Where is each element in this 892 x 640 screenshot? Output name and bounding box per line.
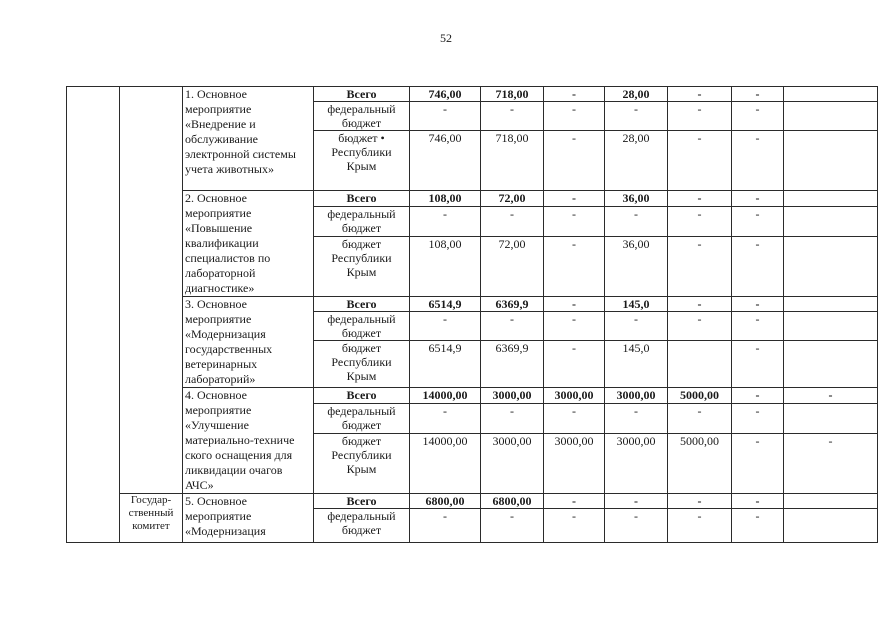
value-cell: - (732, 509, 784, 543)
funding-source-republic: бюджет Республики Крым (314, 434, 410, 494)
value-cell: - (668, 236, 732, 296)
value-cell: - (544, 341, 605, 388)
value-cell: 3000,00 (481, 434, 544, 494)
value-cell: - (481, 312, 544, 341)
value-cell: 72,00 (481, 191, 544, 207)
value-cell: - (544, 236, 605, 296)
value-cell: 108,00 (410, 236, 481, 296)
value-cell: 718,00 (481, 87, 544, 102)
value-cell: - (544, 102, 605, 131)
responsible-body: Государ-ственный комитет (120, 494, 183, 543)
value-cell: - (668, 102, 732, 131)
value-cell: - (784, 388, 878, 404)
table-row (67, 191, 878, 207)
value-cell: - (605, 403, 668, 433)
value-cell: - (544, 403, 605, 433)
value-cell: - (544, 297, 605, 312)
value-cell: - (732, 191, 784, 207)
funding-source-total: Всего (314, 388, 410, 404)
value-cell: - (481, 102, 544, 131)
value-cell: - (605, 312, 668, 341)
value-cell: - (544, 494, 605, 509)
funding-source-republic: бюджет Республики Крым (314, 236, 410, 296)
budget-table (66, 86, 878, 543)
value-cell: - (732, 102, 784, 131)
value-cell: - (668, 206, 732, 236)
value-cell: 5000,00 (668, 434, 732, 494)
value-cell (784, 102, 878, 131)
value-cell: - (732, 87, 784, 102)
value-cell: - (732, 131, 784, 191)
funding-source-republic: бюджет Республики Крым (314, 341, 410, 388)
value-cell: - (732, 388, 784, 404)
value-cell: 3000,00 (605, 388, 668, 404)
value-cell: 3000,00 (544, 388, 605, 404)
value-cell: - (668, 403, 732, 433)
value-cell: - (605, 494, 668, 509)
value-cell: - (668, 494, 732, 509)
value-cell: 5000,00 (668, 388, 732, 404)
value-cell: - (668, 131, 732, 191)
value-cell (784, 403, 878, 433)
funding-source-federal: федеральный бюджет (314, 206, 410, 236)
value-cell: 14000,00 (410, 434, 481, 494)
value-cell: - (544, 87, 605, 102)
value-cell (784, 494, 878, 509)
value-cell: - (732, 403, 784, 433)
activity-name: 2. Основное мероприятие «Повышение квалификации специалистов по лабораторной диагностике» (183, 191, 314, 297)
value-cell: - (481, 403, 544, 433)
value-cell: - (410, 312, 481, 341)
value-cell: 145,0 (605, 341, 668, 388)
value-cell: 6369,9 (481, 341, 544, 388)
activity-name: 4. Основное мероприятие «Улучшение материально-техниче ского оснащения для ликвидации очагов АЧС» (183, 388, 314, 494)
value-cell: 6369,9 (481, 297, 544, 312)
value-cell: - (668, 509, 732, 543)
value-cell: - (732, 236, 784, 296)
value-cell (784, 236, 878, 296)
value-cell: - (668, 87, 732, 102)
value-cell: - (410, 102, 481, 131)
value-cell: 6514,9 (410, 297, 481, 312)
value-cell: - (732, 312, 784, 341)
responsible-cell-empty (120, 87, 183, 494)
funding-source-federal: федеральный бюджет (314, 312, 410, 341)
value-cell (784, 297, 878, 312)
value-cell: - (544, 206, 605, 236)
table-row (67, 297, 878, 312)
value-cell: - (605, 102, 668, 131)
value-cell: 108,00 (410, 191, 481, 207)
activity-name: 5. Основное мероприятие «Модернизация (183, 494, 314, 543)
funding-source-total: Всего (314, 494, 410, 509)
value-cell: - (410, 403, 481, 433)
value-cell: - (732, 297, 784, 312)
value-cell: - (732, 494, 784, 509)
value-cell: - (605, 206, 668, 236)
funding-source-federal: федеральный бюджет (314, 509, 410, 543)
value-cell: - (668, 297, 732, 312)
value-cell: - (544, 509, 605, 543)
table-row (67, 494, 878, 509)
value-cell: 28,00 (605, 131, 668, 191)
value-cell (784, 509, 878, 543)
value-cell: 3000,00 (481, 388, 544, 404)
value-cell: - (544, 131, 605, 191)
activity-name: 1. Основное мероприятие «Внедрение и обслуживание электронной системы учета животных» (183, 87, 314, 191)
value-cell: - (784, 434, 878, 494)
value-cell: - (481, 509, 544, 543)
activity-name: 3. Основное мероприятие «Модернизация государственных ветеринарных лабораторий» (183, 297, 314, 388)
value-cell: 746,00 (410, 131, 481, 191)
funding-source-total: Всего (314, 297, 410, 312)
value-cell (784, 312, 878, 341)
blank-cell (67, 87, 120, 543)
value-cell: - (410, 206, 481, 236)
value-cell: 145,0 (605, 297, 668, 312)
value-cell: 6800,00 (481, 494, 544, 509)
funding-source-total: Всего (314, 87, 410, 102)
funding-source-republic: бюджет • Республики Крым (314, 131, 410, 191)
value-cell: - (732, 206, 784, 236)
funding-source-federal: федеральный бюджет (314, 102, 410, 131)
value-cell: 718,00 (481, 131, 544, 191)
value-cell: 6514,9 (410, 341, 481, 388)
table-row (67, 388, 878, 404)
value-cell: 746,00 (410, 87, 481, 102)
value-cell: 14000,00 (410, 388, 481, 404)
value-cell: - (605, 509, 668, 543)
value-cell (784, 131, 878, 191)
value-cell: - (732, 341, 784, 388)
value-cell: 72,00 (481, 236, 544, 296)
value-cell: 36,00 (605, 236, 668, 296)
value-cell: - (668, 312, 732, 341)
page-number: 52 (440, 31, 452, 45)
value-cell: 3000,00 (544, 434, 605, 494)
value-cell: 36,00 (605, 191, 668, 207)
value-cell (668, 341, 732, 388)
value-cell: 3000,00 (605, 434, 668, 494)
value-cell (784, 206, 878, 236)
value-cell: - (410, 509, 481, 543)
value-cell: - (544, 191, 605, 207)
funding-source-federal: федеральный бюджет (314, 403, 410, 433)
value-cell (784, 191, 878, 207)
value-cell: - (481, 206, 544, 236)
value-cell: 6800,00 (410, 494, 481, 509)
value-cell (784, 87, 878, 102)
value-cell: - (544, 312, 605, 341)
funding-source-total: Всего (314, 191, 410, 207)
table-row (67, 87, 878, 102)
value-cell (784, 341, 878, 388)
value-cell: - (668, 191, 732, 207)
value-cell: - (732, 434, 784, 494)
value-cell: 28,00 (605, 87, 668, 102)
